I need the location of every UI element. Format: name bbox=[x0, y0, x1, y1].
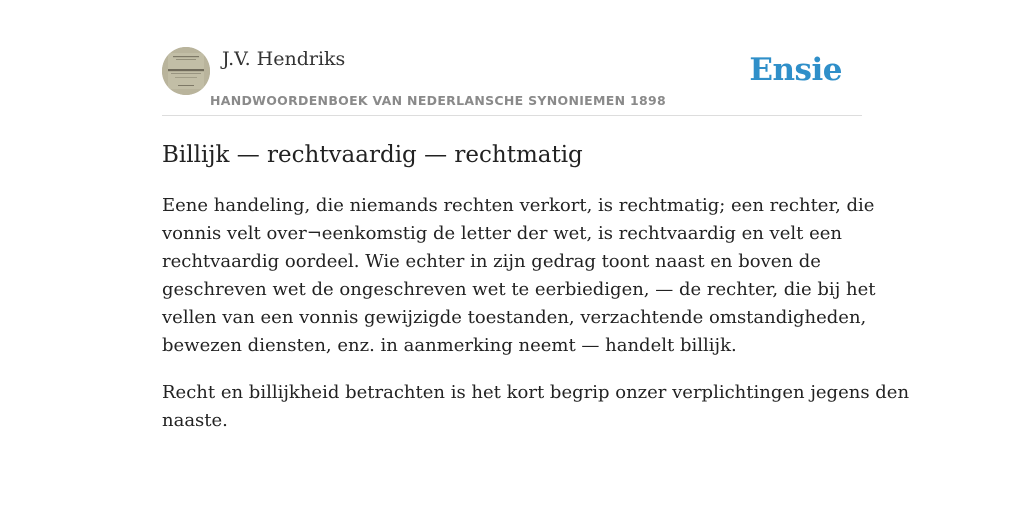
paragraph-line: geschreven wet de ongeschreven wet te eerbiedigen, — de rechter, die bij het bbox=[162, 279, 876, 300]
header bbox=[162, 44, 862, 116]
paragraph-line: rechtvaardig oordeel. Wie echter in zijn gedrag toont naast en boven de bbox=[162, 251, 821, 272]
paragraph-2 bbox=[162, 379, 910, 435]
header-divider bbox=[162, 115, 862, 116]
article-body bbox=[162, 192, 910, 454]
paragraph-line: vellen van een vonnis gewijzigde toestanden, verzachtende omstandigheden, bbox=[162, 307, 867, 328]
paragraph-line: bewezen diensten, enz. in aanmerking neemt — handelt billijk. bbox=[162, 335, 737, 356]
ensie-logo[interactable]: Ensie bbox=[749, 52, 842, 88]
author-name[interactable]: J.V. Hendriks bbox=[222, 48, 346, 70]
book-cover-avatar[interactable] bbox=[162, 47, 210, 95]
source-book-title[interactable]: HANDWOORDENBOEK VAN NEDERLANSCHE SYNONIEMEN 1898 bbox=[210, 93, 667, 108]
paragraph-line: naaste. bbox=[162, 410, 228, 431]
paragraph-line: vonnis velt over¬eenkomstig de letter der wet, is rechtvaardig en velt een bbox=[162, 223, 842, 244]
book-cover-image bbox=[162, 47, 210, 95]
paragraph-line: Recht en billijkheid betrachten is het kort begrip onzer verplichtingen jegens den bbox=[162, 382, 910, 403]
paragraph-1 bbox=[162, 192, 876, 360]
paragraph-line: Eene handeling, die niemands rechten verkort, is rechtmatig; een rechter, die bbox=[162, 195, 875, 216]
article-title: Billijk — rechtvaardig — rechtmatig bbox=[162, 142, 583, 168]
